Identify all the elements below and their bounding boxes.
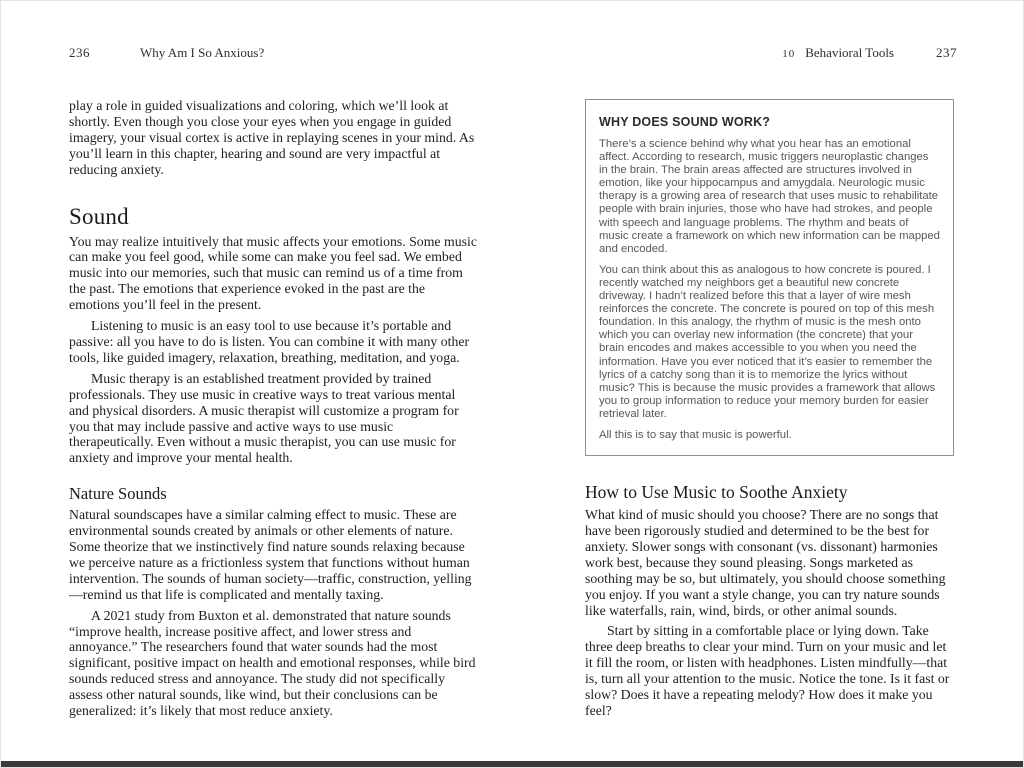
right-page xyxy=(585,45,957,719)
left-folio: 236 xyxy=(69,45,90,60)
left-running-title: Why Am I So Anxious? xyxy=(140,45,265,60)
nature-paragraph-2: A 2021 study from Buxton et al. demonstrated that nature sounds “improve health, increase positive affect, and lower stress and annoyance.” The researchers found that water sounds had the most significant, positive impact on health and emotional responses, while bird sounds reduced stress and annoyance. The study did not specifically assess other natural sounds, like wind, but their conclusions can be generalized: it’s likely that most reduce anxiety. xyxy=(69,607,476,719)
left-page xyxy=(69,45,478,719)
sidebar-paragraph-1: There’s a science behind why what you hear has an emotional affect. According to research, music triggers neuroplastic changes in the brain. The brain areas affected are structures involved in emotion, like your hippocampus and amygdala. Neurologic music therapy is a growing area of research that uses music to rehabilitate people with brain injuries, those who have had strokes, and people with speech and language problems. The rhythm and beats of music create a framework on which new information can be mapped and encoded. xyxy=(599,138,940,255)
sound-paragraph-1: You may realize intuitively that music affects your emotions. Some music can make you feel good, while some can make you feel sad. We embed music into our memories, such that music can remind us of a time from the past. The emotions that experience evoked in the past are the emotions you’ll feel in the present. xyxy=(69,233,477,313)
sound-heading: Sound xyxy=(69,203,129,229)
soothe-paragraph-1: What kind of music should you choose? There are no songs that have been rigorously studied and determined to be the best for anxiety. Slower songs with consonant (vs. dissonant) harmonies work best, because they sound pleasing. Songs marketed as soothing may be so, but ultimately, you should choose something you enjoy. If you want a style change, you can try nature sounds like waterfalls, rain, wind, birds, or other animal sounds. xyxy=(585,507,946,618)
bottom-edge-bar xyxy=(1,761,1023,767)
sound-paragraph-3: Music therapy is an established treatment provided by trained professionals. They use music in creative ways to treat various mental and physical disorders. A music therapist will customize a program for you that may include passive and active ways to use music therapeutically. Even without a music therapist, you can use music for anxiety and improve your mental health. xyxy=(69,370,459,466)
right-folio: 237 xyxy=(936,45,957,60)
sidebar-paragraph-2: You can think about this as analogous to how concrete is poured. I recently watched my neighbors get a beautiful new concrete driveway. I hadn’t realized before this that a layer of wire mesh reinforces the concrete. The concrete is poured on top of this mesh foundation. In this analogy, the rhythm of music is the mesh onto which you can overlay new information (the concrete) that your brain encodes and makes accessible to you when you need the information. Have you ever noticed that it’s easier to remember the lyrics of a catchy song than it is to memorize the lyrics without music? This is because the music provides a framework that allows you to group information to reduce your memory burden for easier retrieval later. xyxy=(599,263,936,420)
soothe-paragraph-2: Start by sitting in a comfortable place or lying down. Take three deep breaths to clear your mind. Turn on your music and let it fill the room, or listen with headphones. Listen mindfully—that is, turn all your attention to the music. Notice the tone. Is it fast or slow? Does it have a repeating melody? How does it make you feel? xyxy=(585,623,950,718)
nature-sounds-heading: Nature Sounds xyxy=(69,484,167,504)
sidebar-title: WHY DOES SOUND WORK? xyxy=(599,115,771,129)
sidebar-box xyxy=(585,99,954,456)
soothe-anxiety-heading: How to Use Music to Soothe Anxiety xyxy=(585,482,848,503)
right-running-title: Behavioral Tools xyxy=(805,45,894,60)
sidebar-paragraph-3: All this is to say that music is powerful. xyxy=(599,428,792,441)
chapter-number: 10 xyxy=(782,48,796,60)
nature-paragraph-1: Natural soundscapes have a similar calming effect to music. These are environmental sounds created by animals or other elements of nature. Some theorize that we instinctively find nature sounds relaxing because we perceive nature as a frictionless system that functions without human intervention. The sounds of human society—traffic, construction, yelling—remind us that life is complicated and mentally taxing. xyxy=(69,507,472,602)
left-running-head xyxy=(69,45,478,60)
right-running-head xyxy=(585,45,957,60)
intro-paragraph: play a role in guided visualizations and coloring, which we’ll look at shortly. Even though you close your eyes when you engage in guided imagery, your visual cortex is active in replaying scenes in your mind. As you’ll learn in this chapter, hearing and sound are very impactful at reducing anxiety. xyxy=(69,98,475,177)
sound-paragraph-2: Listening to music is an easy tool to use because it’s portable and passive: all you have to do is listen. You can combine it with many other tools, like guided imagery, relaxation, breathing, meditation, and yoga. xyxy=(69,318,470,365)
